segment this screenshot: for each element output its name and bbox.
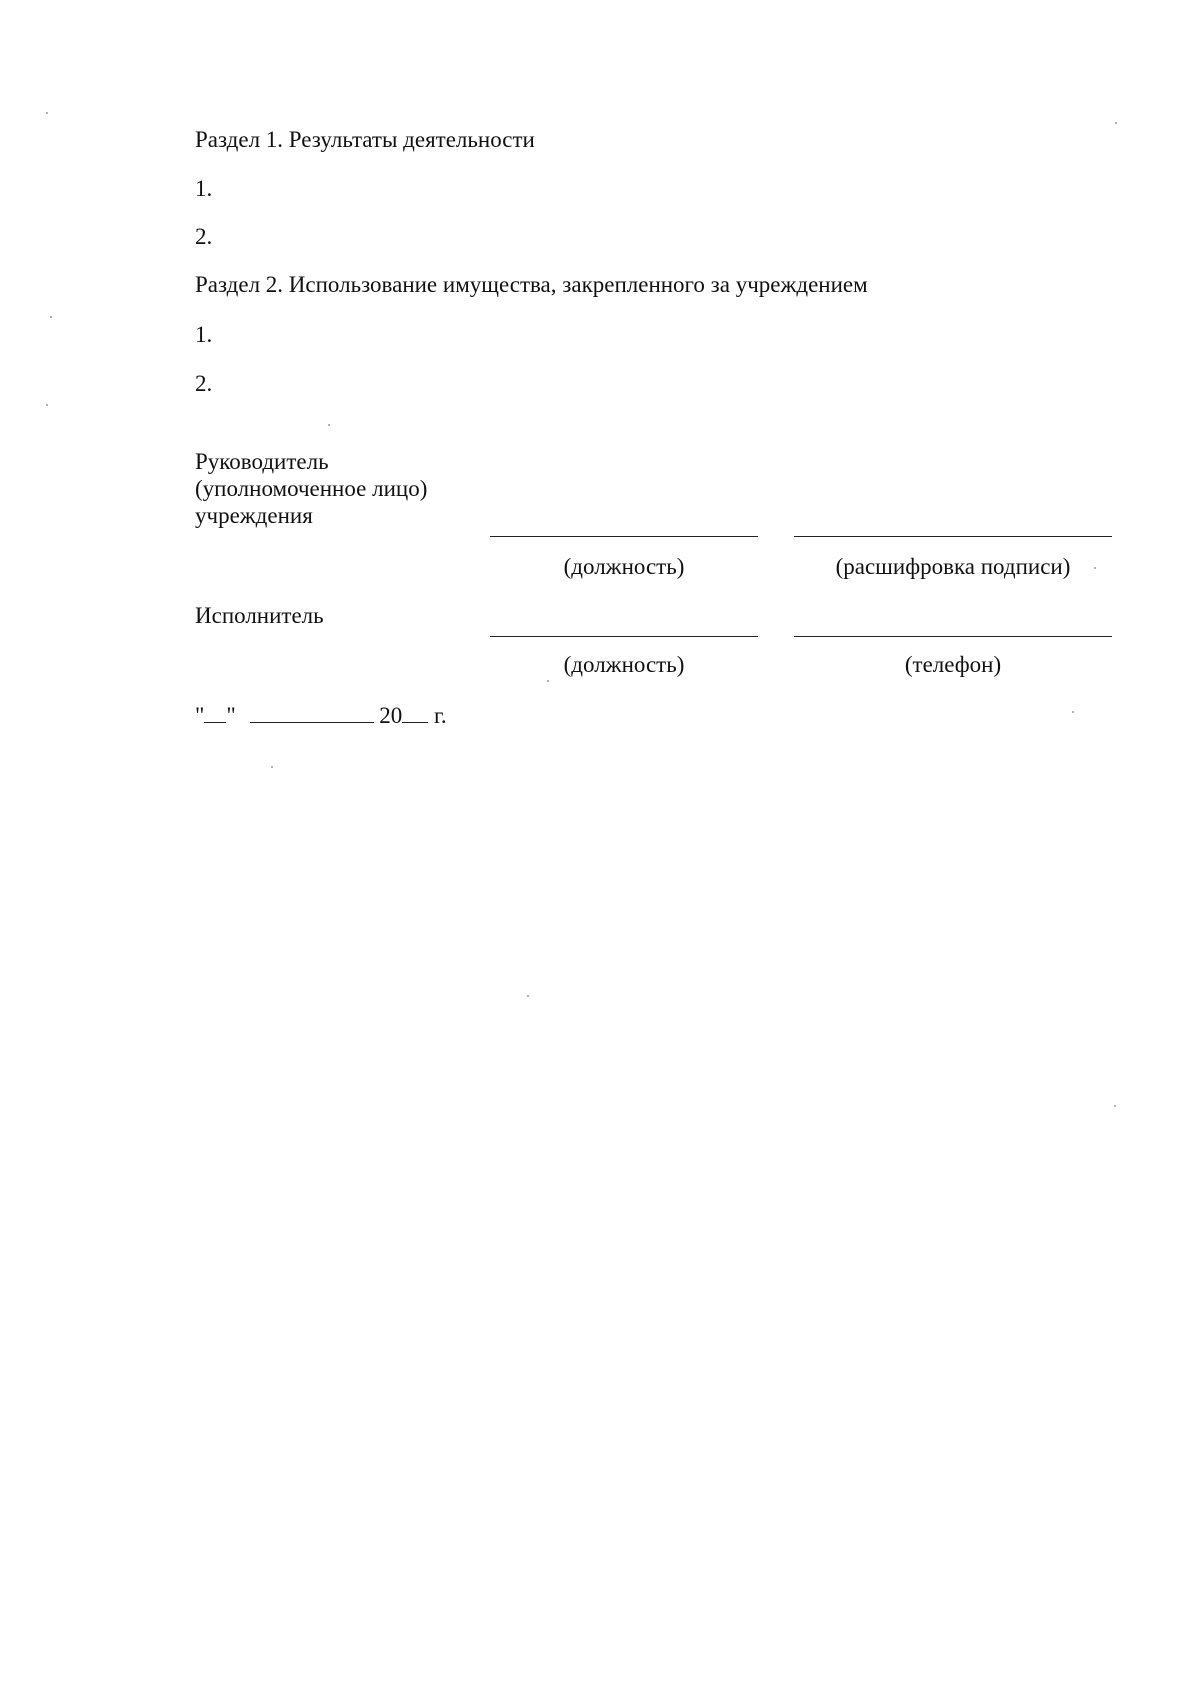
section-1-item-1: 1. <box>195 176 213 201</box>
executor-position-line <box>490 636 758 637</box>
section-2-title: Раздел 2. Использование имущества, закрепленного за учреждением <box>195 272 868 297</box>
section-1-item-2: 2. <box>195 224 213 249</box>
date-line <box>195 701 447 729</box>
scan-speck <box>547 680 549 682</box>
head-signature-label <box>195 448 427 529</box>
head-signature-caption: (расшифровка подписи) <box>835 554 1071 579</box>
scan-speck <box>1094 567 1096 569</box>
section-2-item-2: 2. <box>195 371 213 396</box>
head-position-line <box>490 536 758 537</box>
head-position-caption: (должность) <box>563 554 685 579</box>
year-suffix: г. <box>434 703 447 728</box>
date-close-quote: " <box>226 703 236 728</box>
head-signature-line <box>794 536 1112 537</box>
year-blank <box>402 701 428 723</box>
date-open-quote: " <box>195 703 205 728</box>
scan-speck <box>527 995 529 997</box>
year-prefix: 20 <box>379 703 403 728</box>
section-2-item-1: 1. <box>195 322 213 347</box>
head-label-line-2: (уполномоченное лицо) <box>195 476 428 501</box>
executor-phone-caption: (телефон) <box>904 652 1002 677</box>
scan-speck <box>328 424 330 426</box>
scan-speck <box>50 316 52 318</box>
scan-speck <box>1115 122 1117 124</box>
month-blank <box>250 701 374 723</box>
head-label-line-3: учреждения <box>195 503 313 528</box>
executor-position-caption: (должность) <box>563 652 685 677</box>
scan-speck <box>46 112 48 114</box>
scan-speck <box>1072 711 1074 713</box>
executor-phone-line <box>794 636 1112 637</box>
day-blank <box>204 701 226 723</box>
executor-label: Исполнитель <box>195 603 324 628</box>
scan-speck <box>1114 1105 1116 1107</box>
section-1-title: Раздел 1. Результаты деятельности <box>195 127 535 152</box>
scan-speck <box>271 766 273 768</box>
scan-speck <box>46 404 48 406</box>
head-label-line-1: Руководитель <box>195 449 329 474</box>
